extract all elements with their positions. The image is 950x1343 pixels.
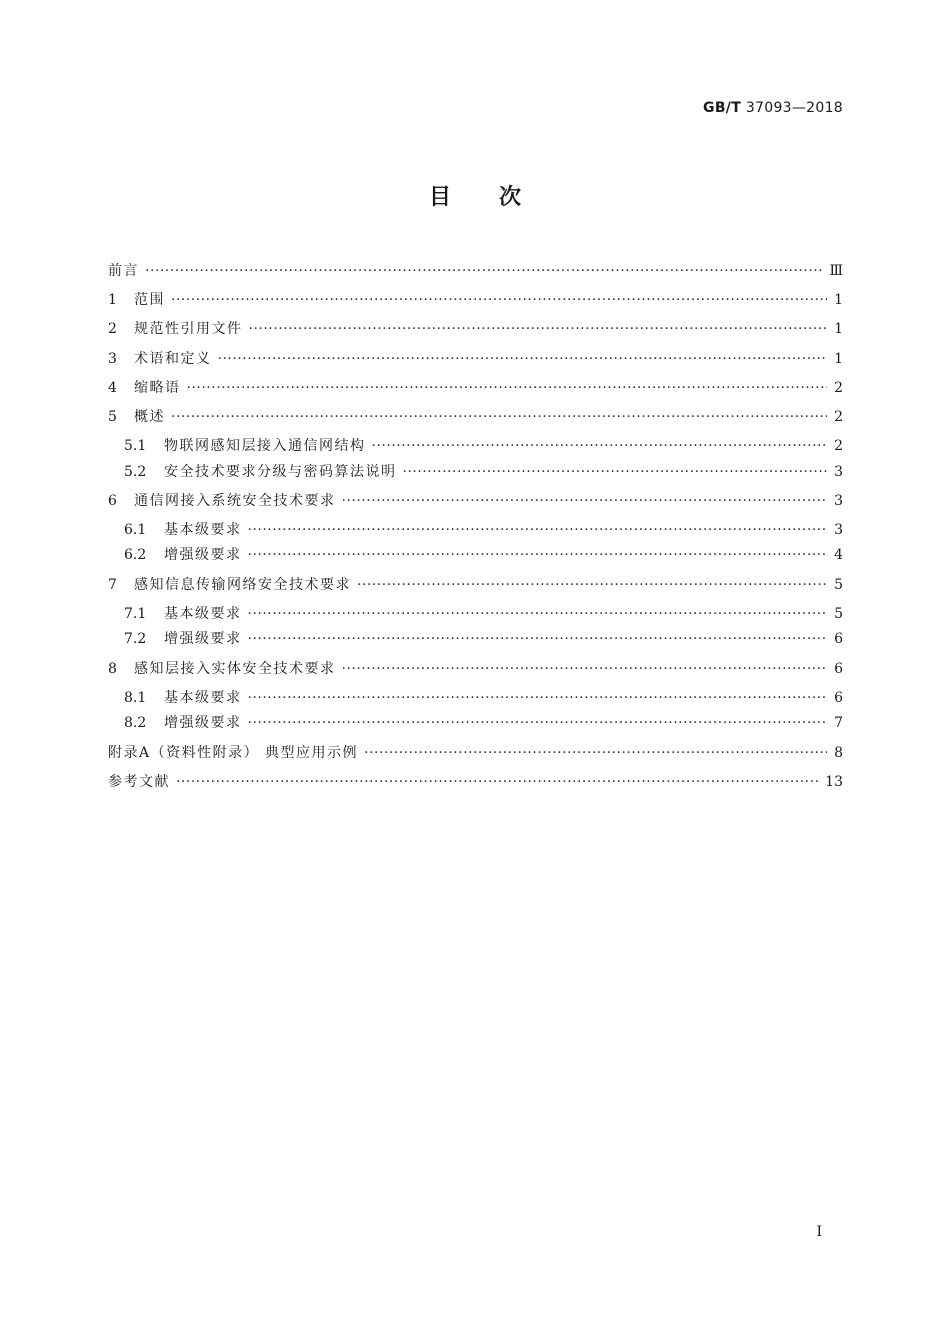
- toc-leader-dots: [403, 461, 828, 483]
- toc-leader-dots: [171, 289, 827, 311]
- toc-entry-normative-references[interactable]: [108, 318, 843, 340]
- toc-entry-page: 1: [834, 292, 843, 308]
- toc-entry-label: 通信网接入系统安全技术要求: [134, 493, 336, 509]
- toc-entry-overview[interactable]: [108, 406, 843, 428]
- toc-entry-label: 基本级要求: [164, 690, 242, 706]
- toc-entry-page: 5: [834, 606, 843, 622]
- page-title: 目次: [428, 185, 569, 210]
- toc-entry-page: 4: [834, 547, 843, 563]
- toc-entry-page: 3: [834, 493, 843, 509]
- toc-entry-page: 6: [834, 661, 843, 677]
- toc-leader-dots: [248, 712, 828, 734]
- toc-entry-label: 前言: [108, 263, 139, 279]
- toc-entry-number: 2: [108, 321, 117, 337]
- toc-entry-6-2[interactable]: [124, 544, 843, 566]
- toc-entry-number: 6.2: [124, 547, 147, 563]
- toc-entry-label: 参考文献: [108, 774, 170, 790]
- toc-entry-label: 增强级要求: [164, 631, 242, 647]
- toc-entry-page: 2: [834, 438, 843, 454]
- toc-entry-label: 感知层接入实体安全技术要求: [134, 661, 336, 677]
- toc-leader-dots: [342, 490, 828, 512]
- toc-entry-appendix-a[interactable]: [108, 742, 843, 764]
- toc-leader-dots: [248, 519, 828, 541]
- toc-leader-dots: [357, 574, 827, 596]
- toc-leader-dots: [364, 742, 827, 764]
- toc-entry-5-1[interactable]: [124, 435, 843, 457]
- toc-entry-label: 基本级要求: [164, 522, 242, 538]
- toc-leader-dots: [249, 318, 828, 340]
- toc-entry-label: 规范性引用文件: [134, 321, 243, 337]
- toc-entry-8-2[interactable]: [124, 712, 843, 734]
- toc-leader-dots: [248, 687, 828, 709]
- toc-entry-label: 基本级要求: [164, 606, 242, 622]
- standard-prefix: GB/T: [703, 100, 742, 116]
- toc-entry-number: 4: [108, 380, 117, 396]
- toc-entry-page: 3: [834, 522, 843, 538]
- toc-entry-number: 5.2: [124, 464, 147, 480]
- toc-entry-page: 8: [834, 745, 843, 761]
- toc-entry-abbreviations[interactable]: [108, 377, 843, 399]
- toc-entry-page: 2: [834, 409, 843, 425]
- toc-leader-dots: [248, 628, 828, 650]
- toc-entry-label: 增强级要求: [164, 715, 242, 731]
- toc-entry-number: 7.2: [124, 631, 147, 647]
- toc-entry-label: 感知信息传输网络安全技术要求: [134, 577, 351, 593]
- toc-leader-dots: [218, 348, 828, 370]
- toc-entry-number: 8: [108, 661, 117, 677]
- toc-entry-number: 8.1: [124, 690, 147, 706]
- toc-entry-page: 1: [834, 351, 843, 367]
- toc-leader-dots: [372, 435, 828, 457]
- toc-leader-dots: [187, 377, 828, 399]
- toc-entry-8-1[interactable]: [124, 687, 843, 709]
- toc-entry-6-1[interactable]: [124, 519, 843, 541]
- toc-entry-label: 增强级要求: [164, 547, 242, 563]
- toc-entry-5-2[interactable]: [124, 461, 843, 483]
- toc-entry-page: 6: [834, 631, 843, 647]
- toc-entry-page: 2: [834, 380, 843, 396]
- toc-leader-dots: [145, 260, 823, 282]
- toc-entry-page: 5: [834, 577, 843, 593]
- toc-entry-scope[interactable]: [108, 289, 843, 311]
- toc-entry-foreword[interactable]: [108, 260, 843, 282]
- toc-entry-7-1[interactable]: [124, 603, 843, 625]
- toc-entry-label: 物联网感知层接入通信网结构: [164, 438, 366, 454]
- toc-entry-number: 5.1: [124, 438, 147, 454]
- toc-entry-section-7[interactable]: [108, 574, 843, 596]
- toc-entry-label: 附录A（资料性附录） 典型应用示例: [108, 745, 359, 761]
- toc-entry-page: 7: [834, 715, 843, 731]
- toc-entry-label: 范围: [134, 292, 165, 308]
- page-number: Ⅰ: [816, 1224, 822, 1240]
- toc-entry-number: 8.2: [124, 715, 147, 731]
- toc-entry-number: 5: [108, 409, 117, 425]
- toc-entry-label: 概述: [134, 409, 165, 425]
- toc-leader-dots: [248, 544, 828, 566]
- toc-entry-bibliography[interactable]: [108, 771, 843, 793]
- toc-entry-label: 安全技术要求分级与密码算法说明: [164, 464, 397, 480]
- toc-entry-page: 13: [825, 774, 843, 790]
- toc-entry-page: 3: [834, 464, 843, 480]
- toc-entry-label: 缩略语: [134, 380, 181, 396]
- toc-entry-number: 6: [108, 493, 117, 509]
- toc-entry-page: 1: [834, 321, 843, 337]
- toc-leader-dots: [248, 603, 828, 625]
- toc-leader-dots: [176, 771, 819, 793]
- toc-entry-number: 1: [108, 292, 117, 308]
- toc-entry-section-6[interactable]: [108, 490, 843, 512]
- standard-number: [703, 100, 843, 116]
- toc-entry-page: Ⅲ: [829, 263, 843, 279]
- toc-entry-section-8[interactable]: [108, 658, 843, 680]
- standard-code: 37093—2018: [745, 100, 843, 116]
- toc-entry-number: 7: [108, 577, 117, 593]
- toc-entry-page: 6: [834, 690, 843, 706]
- toc-entry-number: 6.1: [124, 522, 147, 538]
- toc-leader-dots: [171, 406, 827, 428]
- toc-entry-number: 3: [108, 351, 117, 367]
- toc-entry-terms-definitions[interactable]: [108, 348, 843, 370]
- toc-entry-number: 7.1: [124, 606, 147, 622]
- toc-entry-7-2[interactable]: [124, 628, 843, 650]
- toc-leader-dots: [342, 658, 828, 680]
- toc-entry-label: 术语和定义: [134, 351, 212, 367]
